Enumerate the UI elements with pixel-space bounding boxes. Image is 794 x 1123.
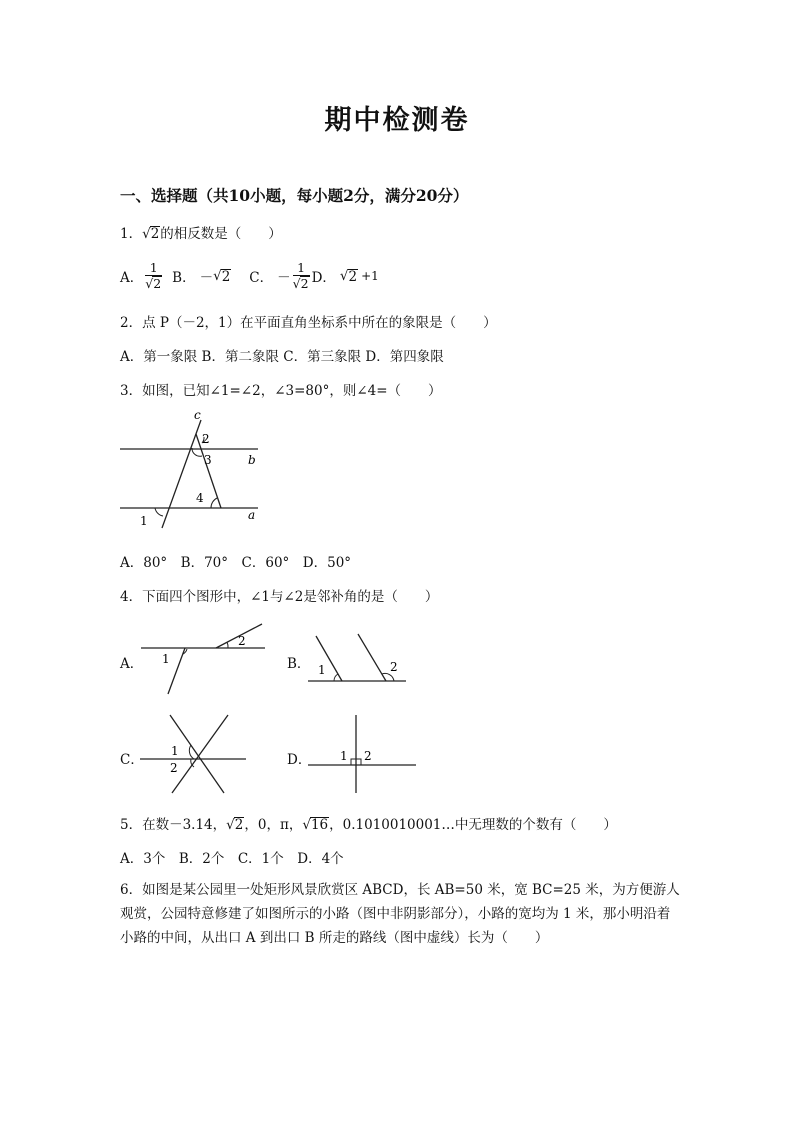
q1-stem: 的相反数是（ ） (160, 226, 282, 242)
fraction-numerator: 1 (293, 260, 310, 276)
slanted-line (168, 648, 185, 694)
q1-option-a-fraction (145, 260, 162, 292)
fraction-numerator: 1 (145, 260, 162, 276)
question-5-options: A．3个 B．2个 C．1个 D．4个 (120, 851, 344, 867)
label-a: a (248, 508, 256, 522)
sqrt-symbol: √ (302, 817, 311, 833)
q5-stem-start: 5．在数－3.14， (120, 817, 227, 833)
q3-figure (118, 406, 268, 532)
label-4: 4 (196, 491, 204, 505)
q1-option-b-label: B． (172, 270, 196, 286)
sqrt-symbol: √ (142, 226, 151, 242)
question-2-options: A．第一象限 B．第二象限 C．第三象限 D．第四象限 (120, 349, 444, 365)
q4-figure-c (138, 713, 250, 795)
question-3: 3．如图，已知∠1=∠2，∠3=80°，则∠4=（ ） (120, 383, 442, 399)
q4-option-a-label: A． (120, 656, 144, 672)
slanted-line-2 (172, 715, 228, 793)
q1-option-d-label: D． (311, 270, 336, 286)
question-4: 4．下面四个图形中，∠1与∠2是邻补角的是（ ） (120, 589, 439, 605)
q4-option-c-label: C． (120, 752, 144, 768)
q1-option-a-label: A． (120, 270, 144, 286)
q1-option-c-fraction (293, 260, 310, 292)
fraction-denominator (145, 276, 162, 292)
question-1-options (120, 256, 379, 296)
angle-1-arc (155, 508, 163, 516)
angle-4-arc (211, 498, 217, 508)
question-1 (120, 222, 282, 242)
angle-1-arc (334, 674, 338, 681)
label-1: 1 (140, 514, 148, 528)
q4-option-b-label: B． (287, 656, 311, 672)
label-2: 2 (364, 749, 372, 763)
q4-figure-a (138, 616, 268, 696)
fraction-denominator (293, 276, 310, 292)
q5-stem-end: ，0.1010010001…中无理数的个数有（ ） (329, 817, 617, 833)
sqrt-symbol: √ (213, 268, 222, 284)
sqrt-symbol: √ (145, 276, 154, 291)
q1-number: 1． (120, 226, 143, 242)
q1-option-d-suffix: +1 (361, 269, 379, 283)
q1-option-b-radicand: 2 (221, 268, 231, 285)
right-slanted-line (358, 634, 386, 681)
label-b: b (248, 453, 256, 467)
q5-radicand-1: 2 (234, 817, 244, 833)
label-2: 2 (170, 761, 178, 775)
line-c (162, 420, 201, 528)
q1-radicand: 2 (150, 226, 160, 242)
page-title: 期中检测卷 (324, 105, 470, 136)
q5-radicand-2: 16 (310, 817, 329, 833)
sqrt-symbol: √ (292, 276, 301, 291)
label-c: c (194, 408, 201, 422)
question-6: 6．如图是某公园里一处矩形风景欣赏区 ABCD，长 AB=50 米，宽 BC=25 米，为方便游人观赏，公园特意修建了如图所示的小路（图中非阴影部分），小路的宽均为 1 米，那小明沿着小路的中间，从出口 A 到出口 B 所走的路线（图中虚线）长为（ ） (120, 882, 680, 946)
label-2: 2 (202, 432, 210, 446)
q4-figure-d (306, 713, 418, 795)
question-3-options: A．80° B．70° C．60° D．50° (120, 555, 352, 571)
question-5 (120, 813, 617, 833)
sqrt-symbol: √ (226, 817, 235, 833)
q1-option-b-sign: － (199, 270, 214, 286)
label-1: 1 (318, 663, 326, 677)
label-3: 3 (204, 453, 212, 467)
q5-stem-middle: ，0，π， (244, 817, 303, 833)
fraction-radicand: 2 (300, 276, 309, 291)
q1-option-c-label: C． (249, 270, 274, 286)
label-2: 2 (238, 634, 246, 648)
question-2: 2．点 P（－2，1）在平面直角坐标系中所在的象限是（ ） (120, 315, 497, 331)
label-1: 1 (340, 749, 348, 763)
q4-option-d-label: D． (287, 752, 312, 768)
section-heading: 一、选择题（共10小题，每小题2分，满分20分） (120, 186, 469, 205)
label-1: 1 (162, 652, 170, 666)
q1-option-c-sign: － (277, 270, 291, 286)
sqrt-symbol: √ (339, 268, 349, 284)
q4-figure-b (306, 632, 416, 690)
label-2: 2 (390, 660, 398, 674)
q1-option-d-radicand: 2 (348, 268, 358, 285)
label-1: 1 (171, 744, 179, 758)
angle-2-arc (227, 642, 228, 648)
fraction-radicand: 2 (153, 276, 162, 291)
